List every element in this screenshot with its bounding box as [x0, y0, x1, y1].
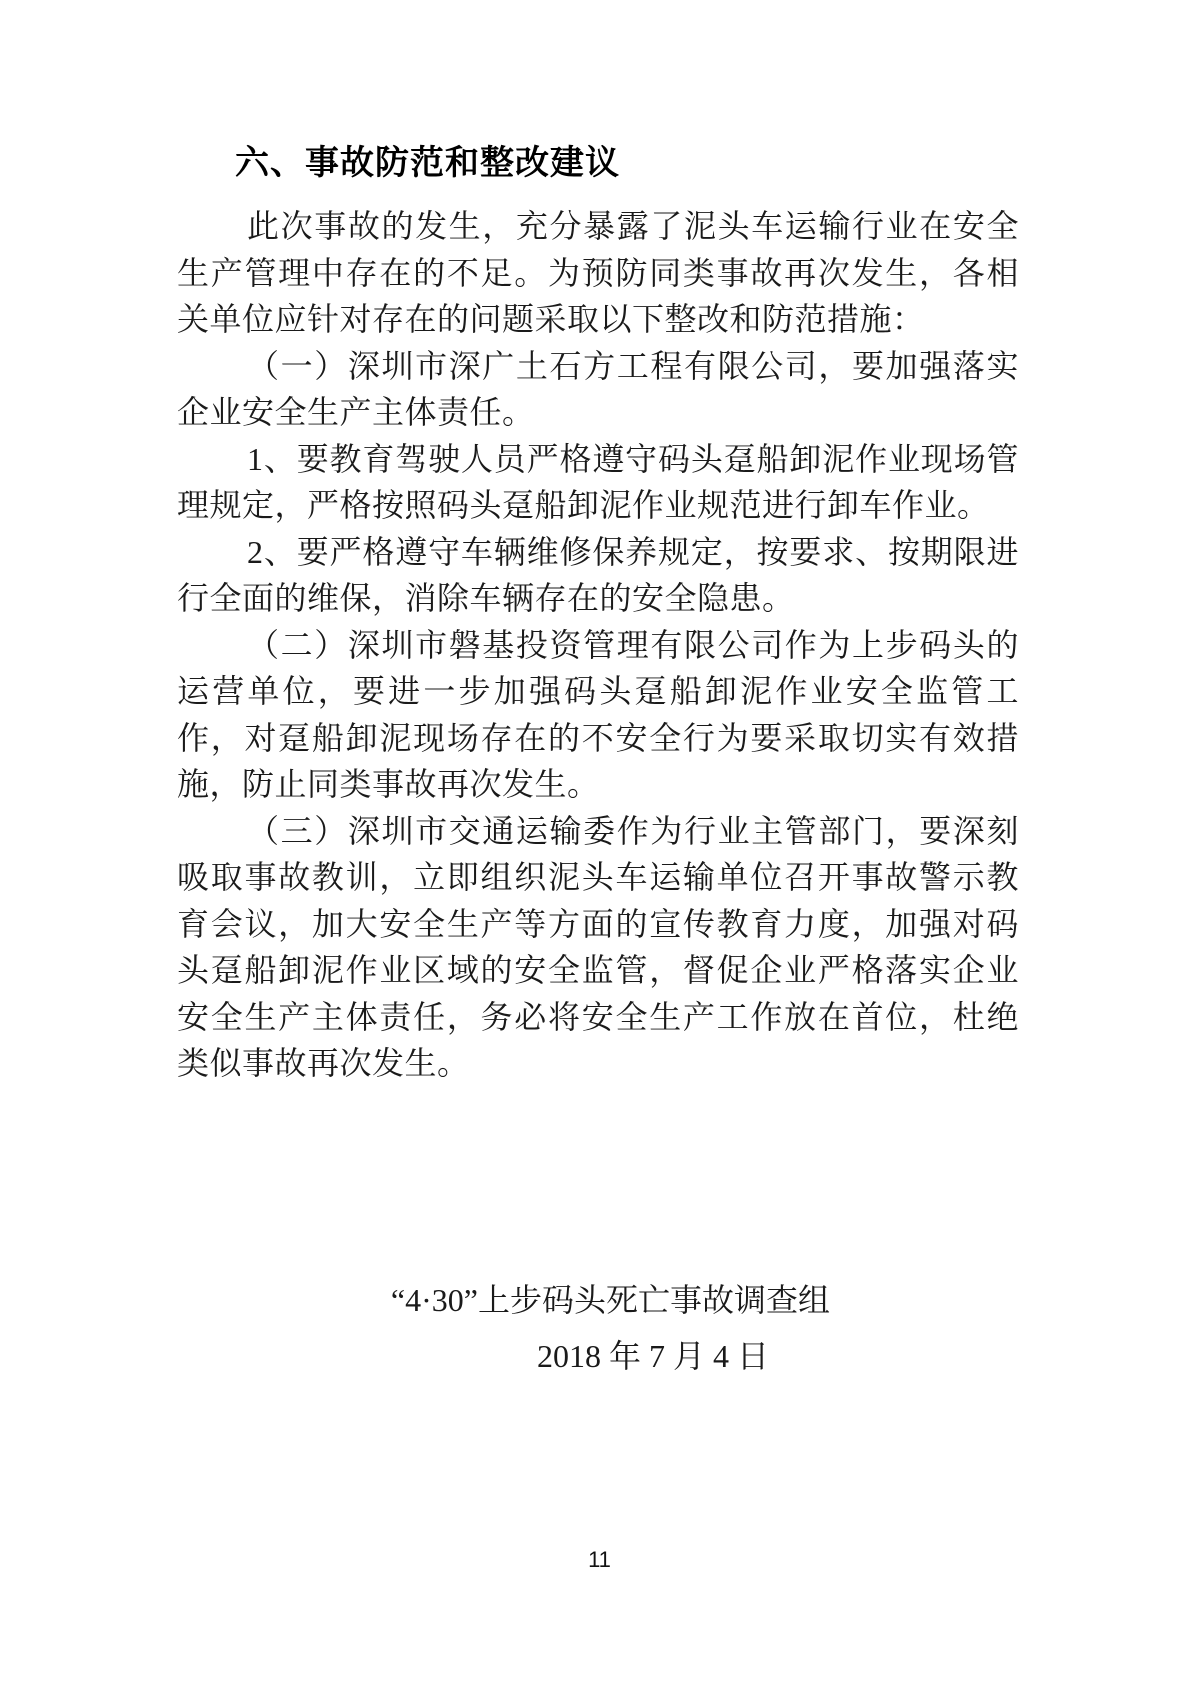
paragraph-item-1-sub-2: 2、要严格遵守车辆维修保养规定，按要求、按期限进行全面的维保，消除车辆存在的安全隐患。: [177, 533, 1019, 616]
signature-date: 2018 年 7 月 4 日: [536, 1337, 769, 1374]
paragraph-item-1-sub-1: 1、要教育驾驶人员严格遵守码头趸船卸泥作业现场管理规定，严格按照码头趸船卸泥作业规范进行卸车作业。: [177, 440, 1019, 523]
page-number: 11: [588, 1547, 611, 1572]
signature-organization: “4·30”上步码头死亡事故调查组: [390, 1281, 830, 1318]
paragraph-item-3: （三）深圳市交通运输委作为行业主管部门，要深刻吸取事故教训，立即组织泥头车运输单位召开事故警示教育会议，加大安全生产等方面的宣传教育力度，加强对码头趸船卸泥作业区域的安全监管，督促企业严格落实企业安全生产主体责任，务必将安全生产工作放在首位，杜绝类似事故再次发生。: [177, 812, 1019, 1081]
paragraph-item-1: （一）深圳市深广土石方工程有限公司，要加强落实企业安全生产主体责任。: [177, 347, 1019, 430]
signature-block: [177, 1277, 1019, 1380]
paragraph-item-2: （二）深圳市磐基投资管理有限公司作为上步码头的运营单位，要进一步加强码头趸船卸泥作业安全监管工作，对趸船卸泥现场存在的不安全行为要采取切实有效措施，防止同类事故再次发生。: [177, 626, 1019, 802]
document-body: [177, 140, 1019, 1380]
section-heading: 六、事故防范和整改建议: [235, 144, 620, 182]
paragraph-intro: 此次事故的发生，充分暴露了泥头车运输行业在安全生产管理中存在的不足。为预防同类事故再次发生，各相关单位应针对存在的问题采取以下整改和防范措施：: [177, 208, 1019, 337]
